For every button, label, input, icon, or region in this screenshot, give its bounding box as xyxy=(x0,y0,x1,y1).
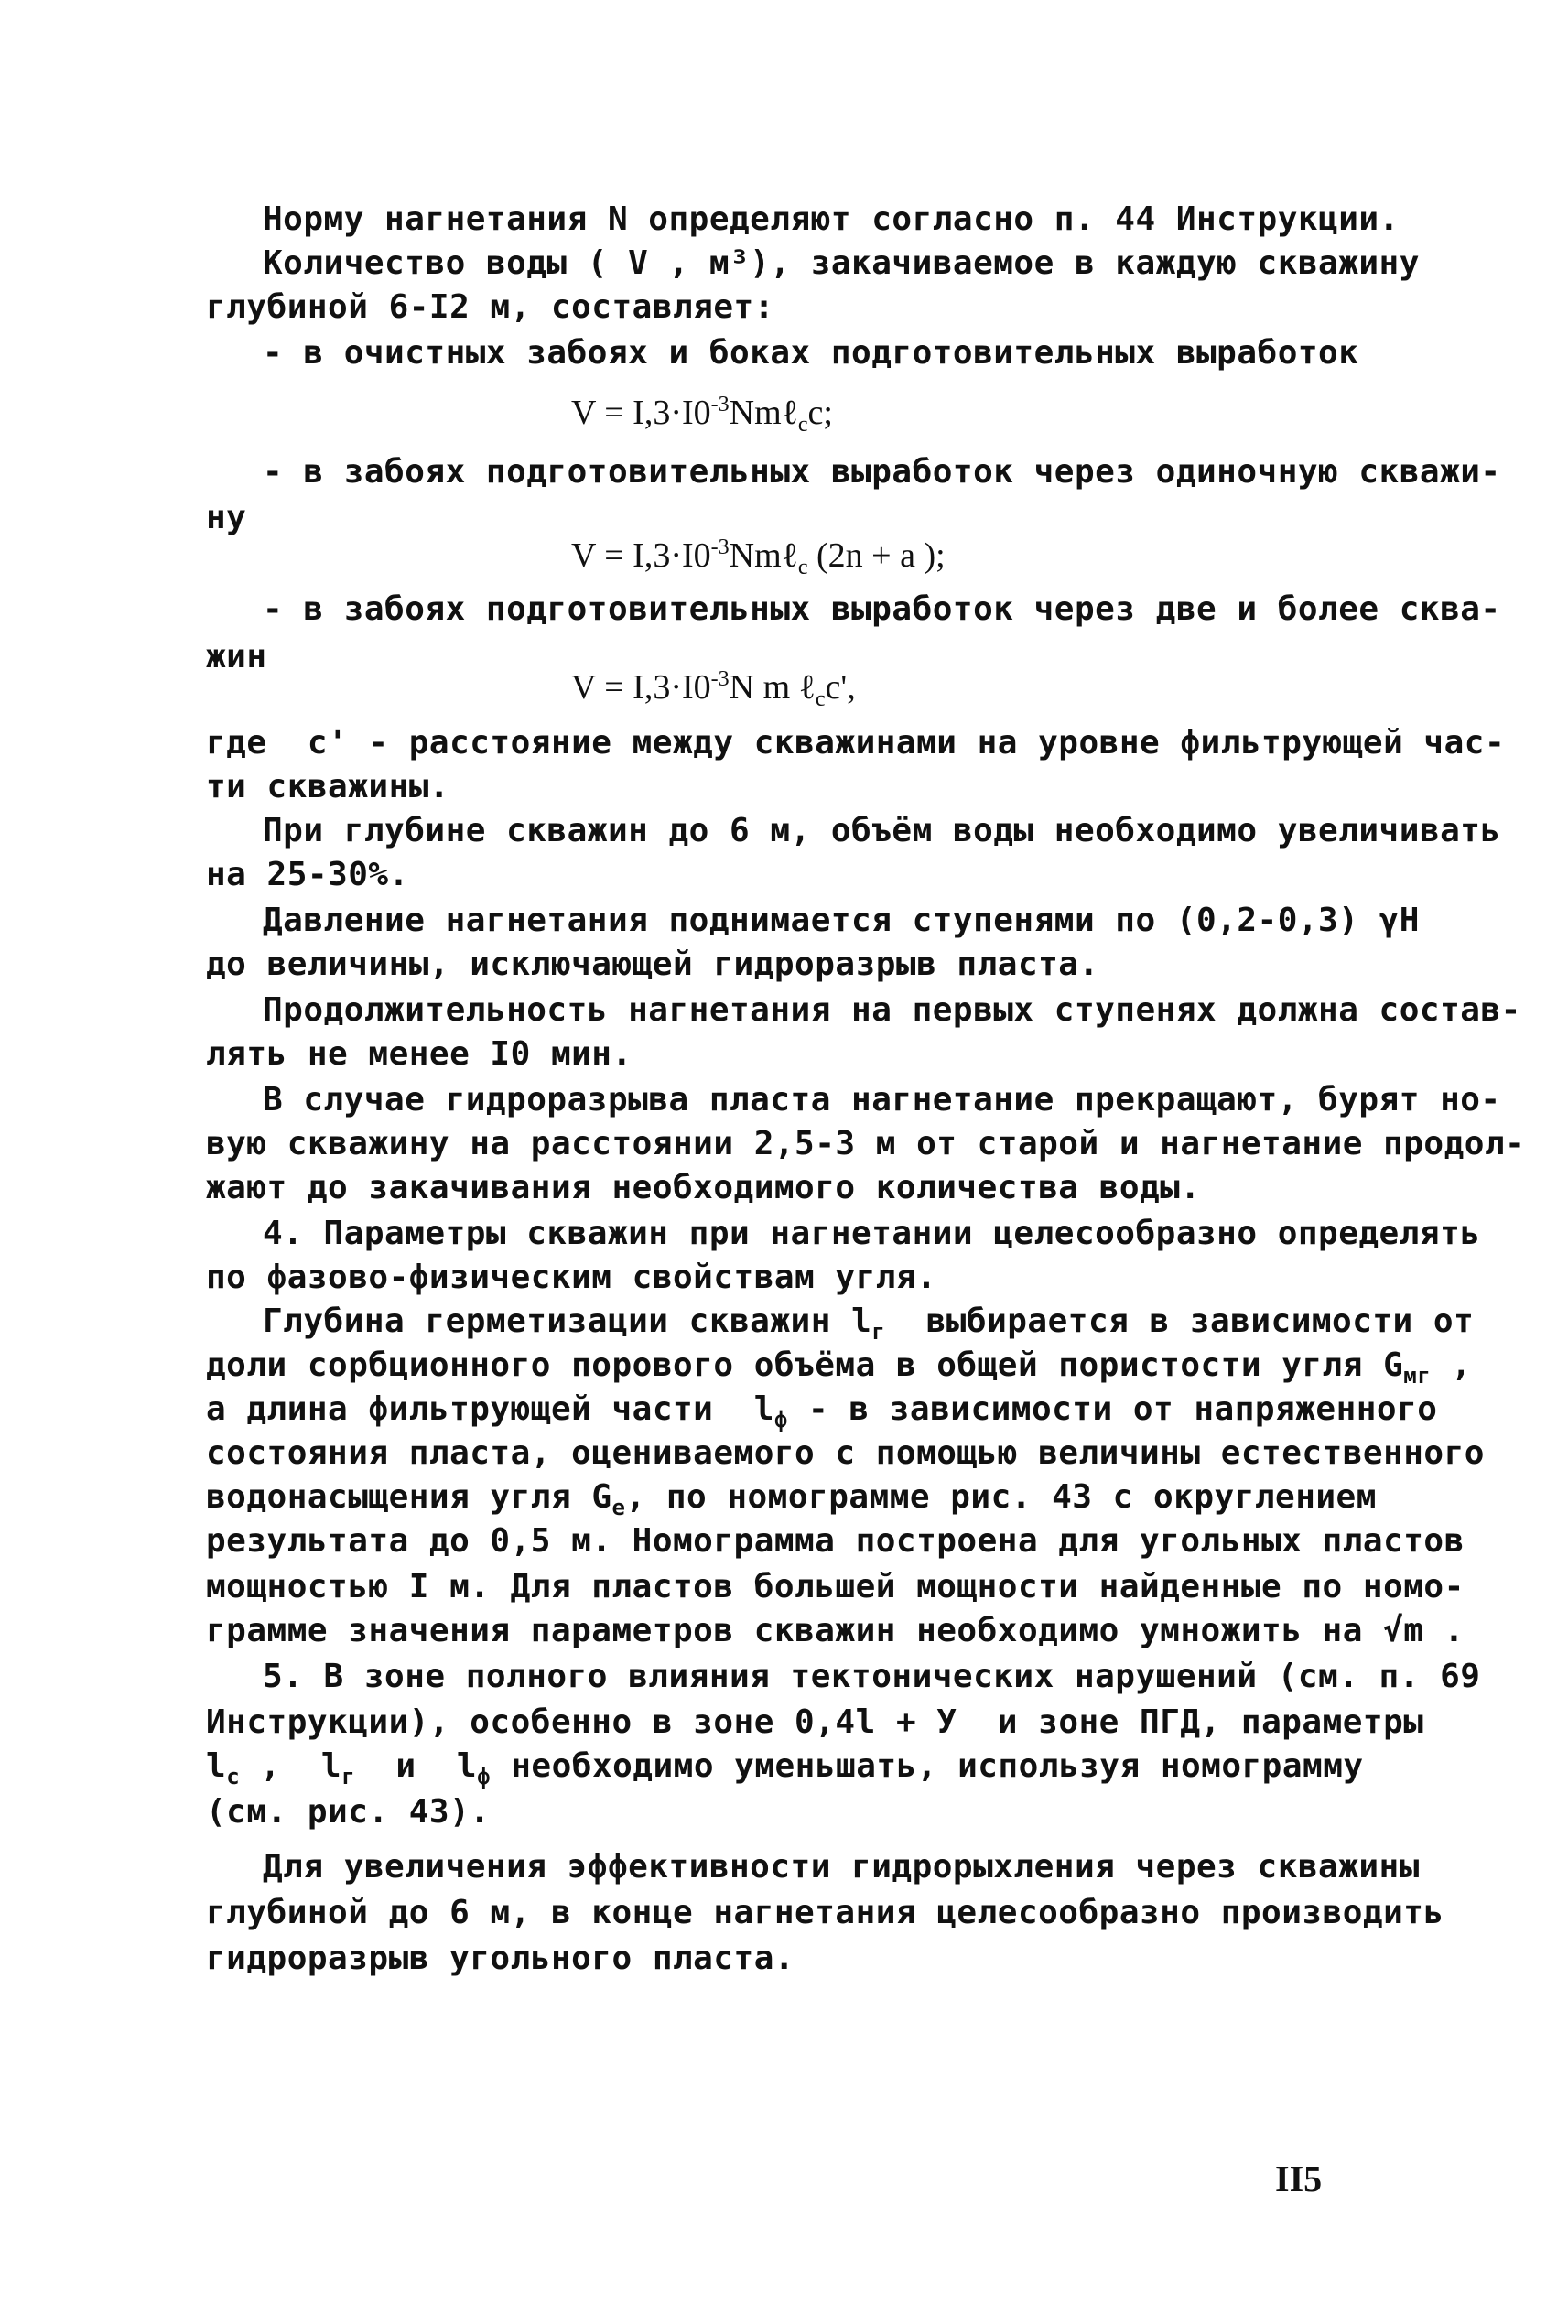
symbol-l: l xyxy=(753,1390,774,1428)
text-line: где c' - расстояние между скважинами на уровне фильтрующей час- xyxy=(206,724,1506,762)
symbol-l: l xyxy=(855,1703,876,1741)
symbol-comma: , xyxy=(260,1747,281,1785)
text-line: Количество воды ( V , м³), закачиваемое в каждую скважину xyxy=(263,244,1420,282)
text-line xyxy=(206,1702,1423,1743)
symbol-sub: мг xyxy=(1403,1363,1432,1389)
symbol-sub: г xyxy=(341,1764,356,1789)
symbol-l: l xyxy=(206,1747,227,1785)
formula-rhs: N m ℓ xyxy=(729,668,816,707)
text-line: ти скважины. xyxy=(206,768,450,805)
formula-lhs: V = I,3·I0 xyxy=(571,536,711,575)
text-line: гидроразрыв угольного пласта. xyxy=(206,1940,795,1977)
formula-1 xyxy=(571,384,833,445)
text-line: жин xyxy=(206,638,267,676)
text-line xyxy=(206,1389,1437,1440)
text-line xyxy=(206,1746,1364,1797)
text-line: мощностью I м. Для пластов большей мощности найденные по номо- xyxy=(206,1568,1465,1605)
text-line: результата до 0,5 м. Номограмма построена для угольных пластов xyxy=(206,1522,1465,1560)
symbol-sub: e xyxy=(611,1495,626,1520)
text-line: глубиной до 6 м, в конце нагнетания целесообразно производить xyxy=(206,1894,1444,1931)
text-line: 5. В зоне полного влияния тектонических нарушений (см. п. 69 xyxy=(263,1658,1481,1695)
text-line: жают до закачивания необходимого количества воды. xyxy=(206,1169,1201,1206)
formula-3 xyxy=(571,659,856,719)
text-run: доли сорбционного порового объёма в общей пористости угля xyxy=(206,1346,1363,1384)
text-run: Глубина герметизации скважин xyxy=(263,1303,831,1340)
text-line: При глубине скважин до 6 м, объём воды необходимо увеличивать xyxy=(263,812,1501,849)
text-line: - в забоях подготовительных выработок через одиночную скважи- xyxy=(263,453,1501,491)
formula-2 xyxy=(571,527,946,588)
text-line xyxy=(206,1477,1377,1528)
symbol-l: l xyxy=(320,1747,342,1785)
formula-tail: (2n + a ); xyxy=(807,536,946,575)
text-run: Инструкции), особенно в зоне 0,4 xyxy=(206,1703,856,1741)
text-run: выбирается в зависимости от xyxy=(925,1303,1475,1340)
text-line: глубиной 6-I2 м, составляет: xyxy=(206,288,774,326)
formula-exp: -3 xyxy=(710,667,730,691)
text-line: на 25-30%. xyxy=(206,856,409,893)
text-line: Давление нагнетания поднимается ступенями по (0,2-0,3) γH xyxy=(263,902,1420,939)
formula-tail: c', xyxy=(825,668,856,707)
text-run: , xyxy=(1451,1346,1472,1384)
text-run: и xyxy=(395,1747,416,1785)
text-line: ну xyxy=(206,499,247,536)
text-run: а длина фильтрующей части xyxy=(206,1390,714,1428)
text-line: Норму нагнетания N определяют согласно п. 44 Инструкции. xyxy=(263,200,1400,238)
formula-sub: c xyxy=(797,556,808,579)
text-line xyxy=(263,1302,1474,1352)
text-line: Продолжительность нагнетания на первых ступенях должна состав- xyxy=(263,991,1521,1029)
text-line: В случае гидроразрыва пласта нагнетание прекращают, бурят но- xyxy=(263,1081,1501,1119)
text-run: грамме значения параметров скважин необходимо умножить на xyxy=(206,1612,1363,1649)
text-line xyxy=(206,1611,1465,1651)
formula-tail: c; xyxy=(807,394,833,432)
symbol-l: l xyxy=(456,1747,478,1785)
symbol-sub: ф xyxy=(773,1407,788,1432)
text-line: Для увеличения эффективности гидрорыхления через скважины xyxy=(263,1848,1420,1886)
formula-exp: -3 xyxy=(710,393,730,416)
symbol-sub: ф xyxy=(477,1764,492,1789)
page-number: II5 xyxy=(1275,2158,1323,2200)
formula-lhs: V = I,3·I0 xyxy=(571,394,711,432)
text-line: вую скважину на расстоянии 2,5-3 м от старой и нагнетание продол- xyxy=(206,1125,1526,1162)
text-run: необходимо уменьшать, используя номограмму xyxy=(511,1747,1364,1785)
text-run: , по номограмме рис. 43 с округлением xyxy=(625,1478,1377,1516)
text-line: до величины, исключающей гидроразрыв пласта. xyxy=(206,946,1099,983)
text-line: по фазово-физическим свойствам угля. xyxy=(206,1259,937,1296)
text-run: - в зависимости от напряженного xyxy=(808,1390,1438,1428)
formula-rhs: Nmℓ xyxy=(729,394,798,432)
text-line: состояния пласта, оцениваемого с помощью величины естественного xyxy=(206,1434,1485,1472)
text-line: лять не менее I0 мин. xyxy=(206,1035,633,1073)
formula-sub: c xyxy=(797,413,808,437)
symbol-G: G xyxy=(591,1478,612,1516)
symbol-G: G xyxy=(1383,1346,1404,1384)
text-line: 4. Параметры скважин при нагнетании целесообразно определять xyxy=(263,1215,1481,1252)
formula-lhs: V = I,3·I0 xyxy=(571,668,711,707)
symbol-l: l xyxy=(851,1303,872,1340)
symbol-sub: г xyxy=(871,1319,886,1345)
text-run: водонасыщения угля xyxy=(206,1478,572,1516)
symbol-sub: c xyxy=(226,1764,241,1789)
text-line: (см. рис. 43). xyxy=(206,1793,491,1831)
formula-rhs: Nmℓ xyxy=(729,536,798,575)
text-line: - в очистных забоях и боках подготовительных выработок xyxy=(263,334,1359,372)
text-run: + У и зоне ПГД, параметры xyxy=(895,1703,1424,1741)
text-line: - в забоях подготовительных выработок через две и более сква- xyxy=(263,590,1501,628)
formula-exp: -3 xyxy=(710,535,730,559)
symbol-sqrt-m: √m xyxy=(1383,1612,1424,1649)
formula-sub: c xyxy=(815,687,826,711)
text-line xyxy=(206,1346,1472,1396)
text-run: . xyxy=(1444,1612,1465,1649)
